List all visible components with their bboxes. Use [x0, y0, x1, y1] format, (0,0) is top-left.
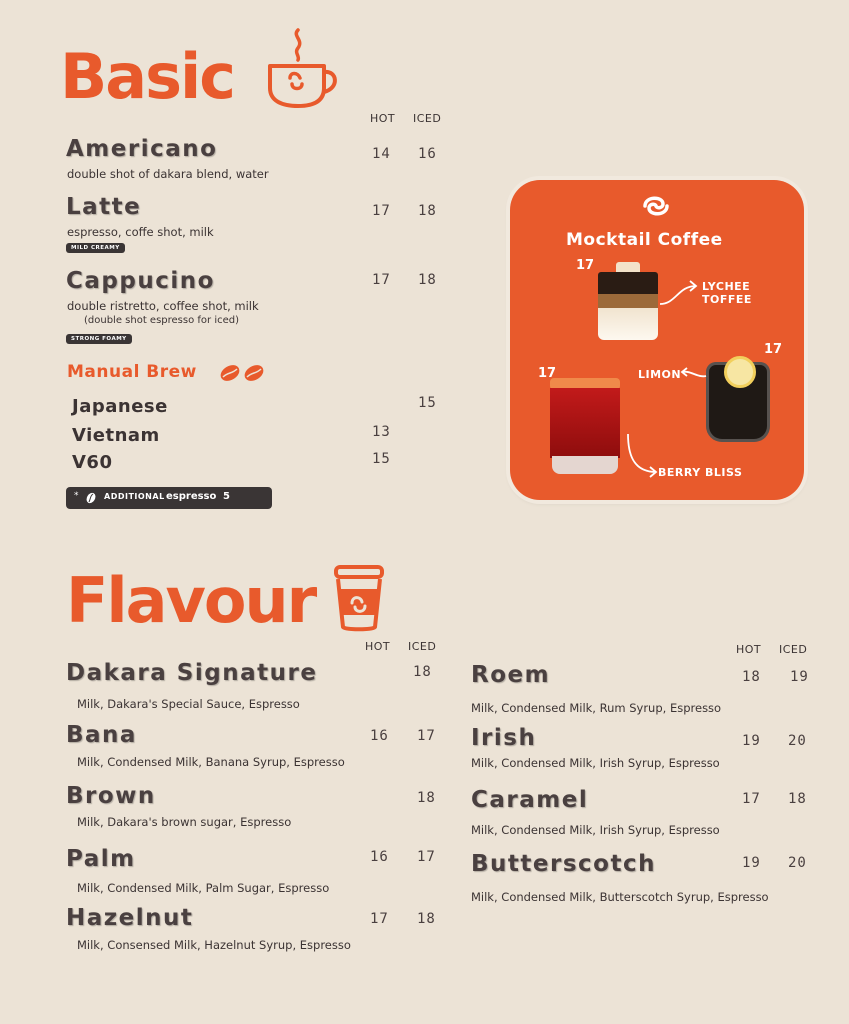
- price-iced: 18: [417, 911, 436, 927]
- menu-item-cappucino: Cappucino: [66, 268, 215, 294]
- flavour-right-hot-header: HOT: [736, 643, 762, 656]
- mocktail-title: Mocktail Coffee: [566, 230, 723, 250]
- menu-item-dakara-signature: Dakara Signature: [66, 660, 318, 686]
- price-hot: 13: [372, 424, 391, 440]
- price-iced: 18: [413, 664, 432, 680]
- price-hot: 14: [372, 146, 391, 162]
- price-hot: 17: [742, 791, 761, 807]
- menu-item-desc: Milk, Condensed Milk, Irish Syrup, Espresso: [471, 823, 720, 837]
- price-hot: 16: [370, 849, 389, 865]
- dakara-logo-icon: [641, 192, 671, 220]
- coffee-beans-icon: [218, 362, 268, 384]
- price-iced: 18: [418, 272, 437, 288]
- brew-item-japanese: Japanese: [72, 396, 168, 417]
- menu-item-desc: Milk, Dakara's Special Sauce, Espresso: [77, 697, 300, 711]
- price-hot: 18: [742, 669, 761, 685]
- manual-brew-title: Manual Brew: [67, 362, 197, 382]
- menu-item-desc: Milk, Condensed Milk, Butterscotch Syrup, Espresso: [471, 890, 769, 904]
- menu-item-desc: Milk, Condensed Milk, Banana Syrup, Espresso: [77, 755, 345, 769]
- price-iced: 18: [418, 203, 437, 219]
- basic-iced-header: ICED: [413, 112, 442, 125]
- menu-item-desc: Milk, Condensed Milk, Irish Syrup, Espresso: [471, 756, 720, 770]
- lychee-toffee-drink: [598, 262, 658, 340]
- mocktail-card: [510, 180, 804, 500]
- price-hot: 16: [370, 728, 389, 744]
- price-iced: 20: [788, 733, 807, 749]
- basic-title: Basic: [60, 40, 235, 113]
- brew-item-v60: V60: [72, 452, 113, 473]
- menu-item-desc: Milk, Condensed Milk, Rum Syrup, Espresso: [471, 701, 722, 715]
- basic-hot-header: HOT: [370, 112, 396, 125]
- menu-item-hazelnut: Hazelnut: [66, 905, 194, 931]
- menu-item-desc: Milk, Condensed Milk, Palm Sugar, Espresso: [77, 881, 330, 895]
- additional-bar: [66, 487, 272, 509]
- menu-item-desc: Milk, Dakara's brown sugar, Espresso: [77, 815, 292, 829]
- price-iced: 16: [418, 146, 437, 162]
- price-hot: 19: [742, 855, 761, 871]
- menu-item-desc: double ristretto, coffee shot, milk: [67, 299, 259, 313]
- additional-price: 5: [223, 491, 230, 502]
- menu-item-brown: Brown: [66, 783, 156, 809]
- arrow-icon: [678, 366, 708, 382]
- price-iced: 19: [790, 669, 809, 685]
- menu-item-desc: double shot of dakara blend, water: [67, 167, 269, 181]
- coffee-bean-icon: [85, 492, 97, 504]
- price-hot: 17: [372, 203, 391, 219]
- flavour-right-iced-header: ICED: [779, 643, 808, 656]
- menu-item-butterscotch: Butterscotch: [471, 851, 656, 877]
- takeaway-cup-icon: [330, 563, 388, 633]
- drink-label-limon: LIMON: [638, 368, 682, 381]
- additional-item: espresso: [166, 491, 217, 502]
- brew-item-vietnam: Vietnam: [72, 425, 160, 446]
- tag-badge: MILD CREAMY: [66, 243, 125, 253]
- flavour-left-hot-header: HOT: [365, 640, 391, 653]
- arrow-icon: [658, 278, 700, 308]
- drink-label-lychee-toffee: LYCHEE TOFFEE: [702, 280, 752, 306]
- price-iced: 15: [418, 395, 437, 411]
- drink-label-berry-bliss: BERRY BLISS: [658, 466, 743, 479]
- price-hot: 17: [372, 272, 391, 288]
- menu-item-americano: Americano: [66, 136, 218, 162]
- price-limon: 17: [764, 342, 783, 357]
- price-iced: 18: [788, 791, 807, 807]
- price-iced: 17: [417, 849, 436, 865]
- price-iced: 20: [788, 855, 807, 871]
- menu-item-palm: Palm: [66, 846, 136, 872]
- additional-label: ADDITIONAL: [104, 492, 165, 501]
- price-hot: 15: [372, 451, 391, 467]
- menu-item-note: (double shot espresso for iced): [84, 315, 240, 326]
- price-iced: 17: [417, 728, 436, 744]
- price-berry-bliss: 17: [538, 366, 557, 381]
- menu-item-desc: espresso, coffe shot, milk: [67, 225, 214, 239]
- tag-badge: STRONG FOAMY: [66, 334, 132, 344]
- price-iced: 18: [417, 790, 436, 806]
- flavour-title: Flavour: [66, 564, 316, 637]
- price-hot: 17: [370, 911, 389, 927]
- menu-item-desc: Milk, Consensed Milk, Hazelnut Syrup, Espresso: [77, 938, 351, 952]
- menu-item-caramel: Caramel: [471, 787, 589, 813]
- arrow-icon: [624, 432, 660, 478]
- flavour-left-iced-header: ICED: [408, 640, 437, 653]
- berry-bliss-drink: [550, 378, 620, 476]
- menu-item-irish: Irish: [471, 725, 537, 751]
- menu-item-latte: Latte: [66, 194, 142, 220]
- limon-drink: [706, 356, 770, 442]
- price-lychee-toffee: 17: [576, 258, 595, 273]
- price-hot: 19: [742, 733, 761, 749]
- menu-item-bana: Bana: [66, 722, 137, 748]
- menu-item-roem: Roem: [471, 662, 551, 688]
- star-icon: *: [74, 491, 79, 501]
- coffee-cup-icon: [262, 26, 342, 111]
